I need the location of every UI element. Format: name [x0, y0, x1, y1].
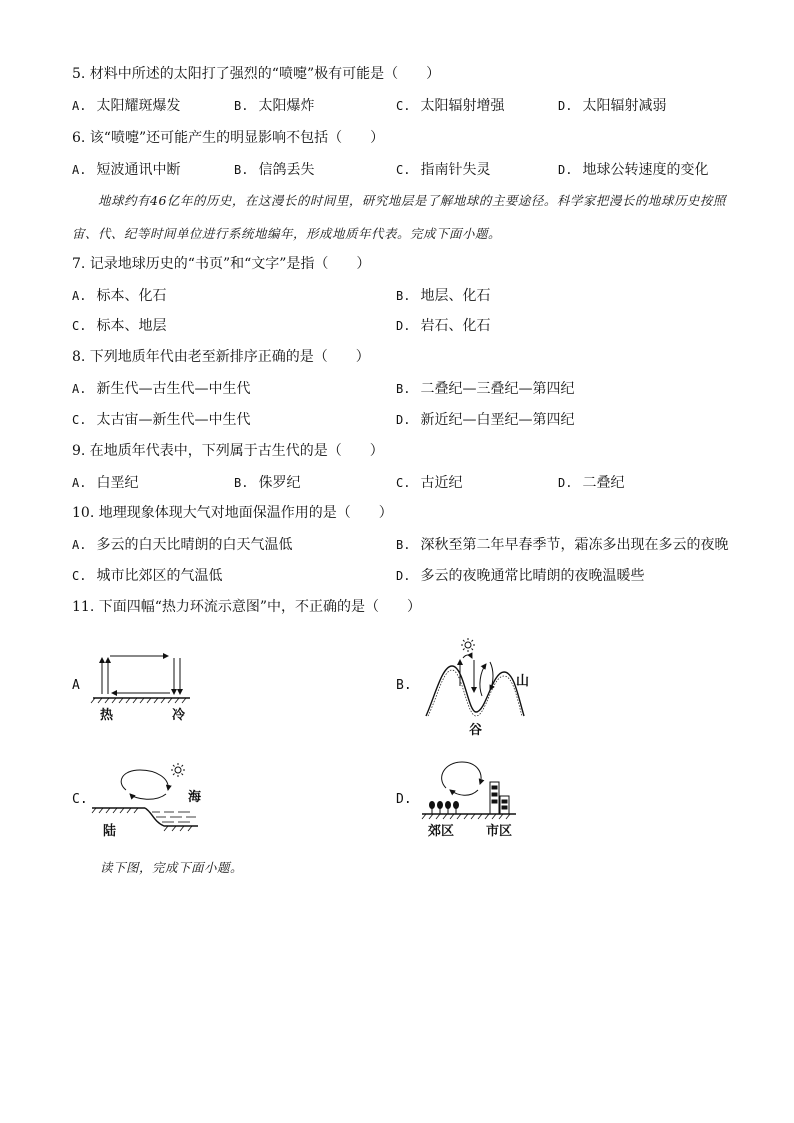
- q7-option-d[interactable]: D. 岩石、化石: [396, 318, 491, 334]
- diagram-c-land-label: 陆: [103, 824, 117, 839]
- question-5-stem: 5. 材料中所述的太阳打了强烈的“喷嚏”极有可能是（ ）: [72, 66, 441, 82]
- question-10-stem: 10. 地理现象体现大气对地面保温作用的是（ ）: [72, 505, 393, 521]
- sun-icon: [171, 763, 185, 777]
- q9-option-b[interactable]: B. 侏罗纪: [234, 475, 301, 491]
- diagram-d-label[interactable]: D.: [396, 792, 412, 807]
- q8-option-d[interactable]: D. 新近纪—白垩纪—第四纪: [396, 412, 575, 428]
- q5-option-d[interactable]: D. 太阳辐射减弱: [558, 98, 667, 114]
- q10-option-c[interactable]: C. 城市比郊区的气温低: [72, 568, 223, 584]
- diagram-d-suburb-label: 郊区: [428, 824, 455, 839]
- q6-option-d[interactable]: D. 地球公转速度的变化: [558, 162, 709, 178]
- q7-option-c[interactable]: C. 标本、地层: [72, 318, 167, 334]
- diagram-b-valley-circulation: [420, 636, 530, 722]
- q5-option-b[interactable]: B. 太阳爆炸: [234, 98, 315, 114]
- question-9-stem: 9. 在地质年代表中，下列属于古生代的是（ ）: [72, 443, 384, 459]
- diagram-b-label[interactable]: B.: [396, 678, 412, 693]
- q9-option-c[interactable]: C. 古近纪: [396, 475, 463, 491]
- diagram-d-city-label: 市区: [486, 824, 513, 839]
- diagram-c-sea-label: 海: [188, 790, 202, 805]
- diagram-a-cold-label: 冷: [172, 708, 186, 723]
- q6-option-b[interactable]: B. 信鸽丢失: [234, 162, 315, 178]
- q7-option-b[interactable]: B. 地层、化石: [396, 288, 491, 304]
- q10-option-a[interactable]: A. 多云的白天比晴朗的白天气温低: [72, 537, 293, 553]
- question-6-stem: 6. 该“喷嚏”还可能产生的明显影响不包括（ ）: [72, 130, 385, 146]
- q10-option-b[interactable]: B. 深秋至第二年早春季节，霜冻多出现在多云的夜晚: [396, 537, 729, 553]
- question-7-stem: 7. 记录地球历史的“书页”和“文字”是指（ ）: [72, 256, 371, 272]
- diagram-d-urban-circulation: [420, 756, 520, 820]
- building-icons: [490, 782, 509, 814]
- q7-option-a[interactable]: A. 标本、化石: [72, 288, 167, 304]
- reading-passage: 地球约有46亿年的历史，在这漫长的时间里，研究地层是了解地球的主要途径。科学家把漫长的地球历史按照宙、代、纪等时间单位进行系统地编年，形成地质年代表。完成下面小题。: [72, 193, 726, 241]
- q8-option-b[interactable]: B. 二叠纪—三叠纪—第四纪: [396, 381, 575, 397]
- q5-option-a[interactable]: A. 太阳耀斑爆发: [72, 98, 181, 114]
- q5-option-c[interactable]: C. 太阳辐射增强: [396, 98, 505, 114]
- q10-option-d[interactable]: D. 多云的夜晚通常比晴朗的夜晚温暖些: [396, 568, 645, 584]
- q6-option-a[interactable]: A. 短波通讯中断: [72, 162, 181, 178]
- diagram-b-mountain-label: 山: [516, 674, 530, 689]
- tree-icons: [429, 801, 459, 814]
- q9-option-d[interactable]: D. 二叠纪: [558, 475, 625, 491]
- read-figure-prompt: 读下图，完成下面小题。: [100, 860, 244, 875]
- q8-option-a[interactable]: A. 新生代—古生代—中生代: [72, 381, 251, 397]
- question-8-stem: 8. 下列地质年代由老至新排序正确的是（ ）: [72, 349, 370, 365]
- diagram-a-hot-label: 热: [100, 708, 114, 723]
- q6-option-c[interactable]: C. 指南针失灵: [396, 162, 491, 178]
- q9-option-a[interactable]: A. 白垩纪: [72, 475, 139, 491]
- diagram-b-valley-label: 谷: [469, 723, 483, 738]
- sun-icon: [461, 638, 475, 652]
- diagram-a-label[interactable]: A: [72, 678, 80, 693]
- q8-option-c[interactable]: C. 太古宙—新生代—中生代: [72, 412, 251, 428]
- question-11-stem: 11. 下面四幅“热力环流示意图”中，不正确的是（ ）: [72, 599, 422, 615]
- diagram-c-label[interactable]: C.: [72, 792, 88, 807]
